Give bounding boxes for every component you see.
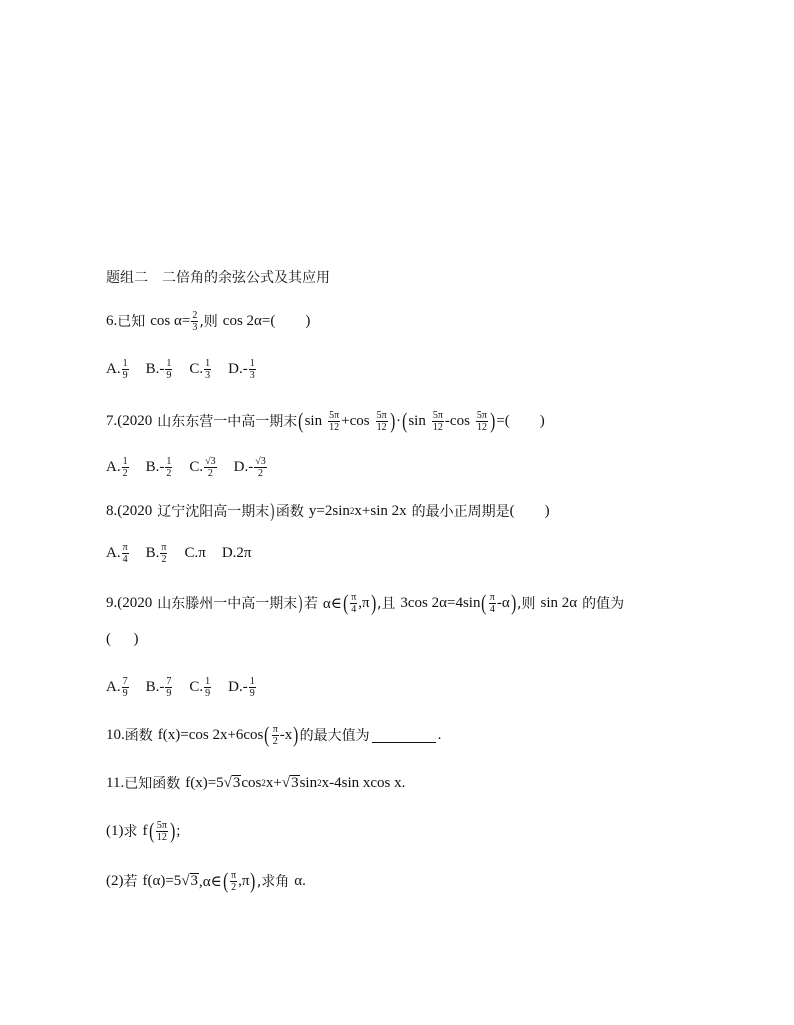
q8-source: 辽宁沈阳高一期末	[157, 504, 270, 520]
section-heading	[106, 260, 754, 294]
q11-part-2: (2) 若 f(α)=5 √ 3 ,α∈ ( $\frac{\pi}{2}$ ,π ) ,求角 α.	[106, 868, 306, 893]
option-d[interactable]: D. 2π	[221, 544, 252, 561]
q6-text: 已知	[117, 314, 146, 330]
option-a[interactable]: A. $\frac{1}{9}$	[106, 357, 128, 381]
option-d[interactable]: D. - $\frac{1}{9}$	[228, 675, 255, 699]
q11-sqrt-1: √ 3	[223, 774, 241, 791]
q6-number: 6.	[106, 312, 118, 329]
q9-formula-a: 3cos 2α=4sin	[400, 594, 481, 611]
q10-formula: f(x)=cos 2x+6cos	[157, 726, 264, 743]
q7-factor-1: ( sin $\frac{5\pi}{12}$ +cos $\frac{5\pi}{12}$ )	[298, 408, 395, 433]
q9-text3: ,则	[517, 596, 536, 612]
option-b[interactable]: B. - $\frac{1}{9}$	[145, 357, 172, 381]
q9-text4: 的值为	[582, 596, 625, 612]
q9-options	[106, 670, 754, 704]
option-a[interactable]: A. $\frac{1}{2}$	[106, 455, 128, 479]
q7-options	[106, 450, 754, 484]
q8-text1: 函数	[275, 504, 304, 520]
q11-p1-arg: ( $\frac{5\pi}{12}$ )	[148, 818, 176, 843]
option-b[interactable]: B. $\frac{\pi}{2}$	[145, 541, 167, 565]
q11-p2-sqrt: √ 3	[181, 872, 199, 889]
option-b[interactable]: B. - $\frac{7}{9}$	[145, 675, 172, 699]
q11-part-1: (1) 求 f ( $\frac{5\pi}{12}$ ) ;	[106, 818, 181, 843]
q8-number: 8.(2020	[106, 502, 153, 519]
q7-equals: =(	[496, 412, 510, 429]
option-d[interactable]: D. - $\frac{√3}{2}$	[233, 455, 266, 479]
question-8: 8.(2020 辽宁沈阳高一期末 ) 函数 y=2sin 2 x+sin 2x 的最小正周期是 ( )	[106, 499, 550, 522]
question-6	[106, 304, 754, 338]
q6-close-paren: )	[305, 312, 311, 329]
option-b[interactable]: B. - $\frac{1}{2}$	[145, 455, 172, 479]
q6-fraction: $\frac{2}{3}$	[192, 309, 198, 333]
q9-text2: ,且	[376, 596, 396, 612]
section-title-prefix: 题组二	[106, 270, 148, 286]
q8-options	[106, 536, 754, 570]
q11-p2-interval: ( $\frac{\pi}{2}$ ,π )	[222, 868, 256, 893]
option-c[interactable]: C. $\frac{1}{3}$	[189, 357, 211, 381]
q11-f-a: f(x)=5	[185, 774, 224, 791]
option-c[interactable]: C. π	[184, 544, 206, 561]
q11-number: 11.	[106, 774, 125, 791]
q9-formula-b: sin 2α	[540, 594, 578, 611]
q8-formula-b: x+sin 2x	[354, 502, 407, 519]
q7-source: 山东东营一中高一期末	[157, 414, 298, 430]
q10-cos-arg: ( $\frac{\pi}{2}$ -x )	[264, 722, 299, 747]
q11-text1: 已知函数	[124, 776, 181, 792]
q7-number: 7.(2020	[106, 412, 153, 429]
q6-options	[106, 352, 754, 386]
option-a[interactable]: A. $\frac{7}{9}$	[106, 675, 128, 699]
q10-text2: 的最大值为	[299, 728, 370, 744]
q7-close-paren: )	[539, 412, 545, 429]
question-7	[106, 404, 754, 438]
q9-text1: 若	[303, 596, 318, 612]
q9-number: 9.(2020	[106, 594, 153, 611]
q10-answer-blank[interactable]	[372, 728, 436, 743]
question-9: 9.(2020 山东滕州一中高一期末 ) 若 α∈ ( $\frac{\pi}{4}$ ,π ) ,且 3cos 2α=4sin ( $\frac{\pi}{4}$ -α ) ,则 sin 2α 的值为	[106, 590, 625, 615]
option-a[interactable]: A. $\frac{\pi}{4}$	[106, 541, 128, 565]
section-title: 二倍角的余弦公式及其应用	[162, 270, 330, 286]
q9-alpha-in: α∈	[322, 595, 342, 612]
q8-close-paren: )	[544, 502, 550, 519]
q7-dot: ·	[396, 412, 402, 429]
q10-text1: 函数	[124, 728, 153, 744]
q9-interval: ( $\frac{\pi}{4}$ ,π )	[342, 590, 376, 615]
q6-cos2: cos 2α=(	[222, 312, 276, 329]
q7-factor-2: ( sin $\frac{5\pi}{12}$ -cos $\frac{5\pi}{12}$ )	[402, 408, 496, 433]
question-10: 10. 函数 f(x)=cos 2x+6cos ( $\frac{\pi}{2}$ -x ) 的最大值为 .	[106, 722, 442, 747]
q8-formula-a: y=2sin	[308, 502, 350, 519]
q8-text2: 的最小正周期是	[411, 504, 510, 520]
option-c[interactable]: C. $\frac{√3}{2}$	[189, 455, 216, 479]
q10-number: 10.	[106, 726, 125, 743]
question-11: 11. 已知函数 f(x)=5 √ 3 cos 2 x+ √ 3 sin 2 x-4sin xcos x.	[106, 774, 406, 792]
q9-sin-arg: ( $\frac{\pi}{4}$ -α )	[481, 590, 516, 615]
option-d[interactable]: D. - $\frac{1}{3}$	[228, 357, 255, 381]
option-c[interactable]: C. $\frac{1}{9}$	[189, 675, 211, 699]
q9-answer-paren: ( )	[106, 630, 139, 647]
q6-text2: ,则	[199, 314, 218, 330]
q6-cos: cos α=	[150, 312, 191, 329]
q8-open-paren: (	[509, 502, 515, 519]
q9-source: 山东滕州一中高一期末	[157, 596, 298, 612]
q11-sqrt-2: √ 3	[281, 774, 299, 791]
